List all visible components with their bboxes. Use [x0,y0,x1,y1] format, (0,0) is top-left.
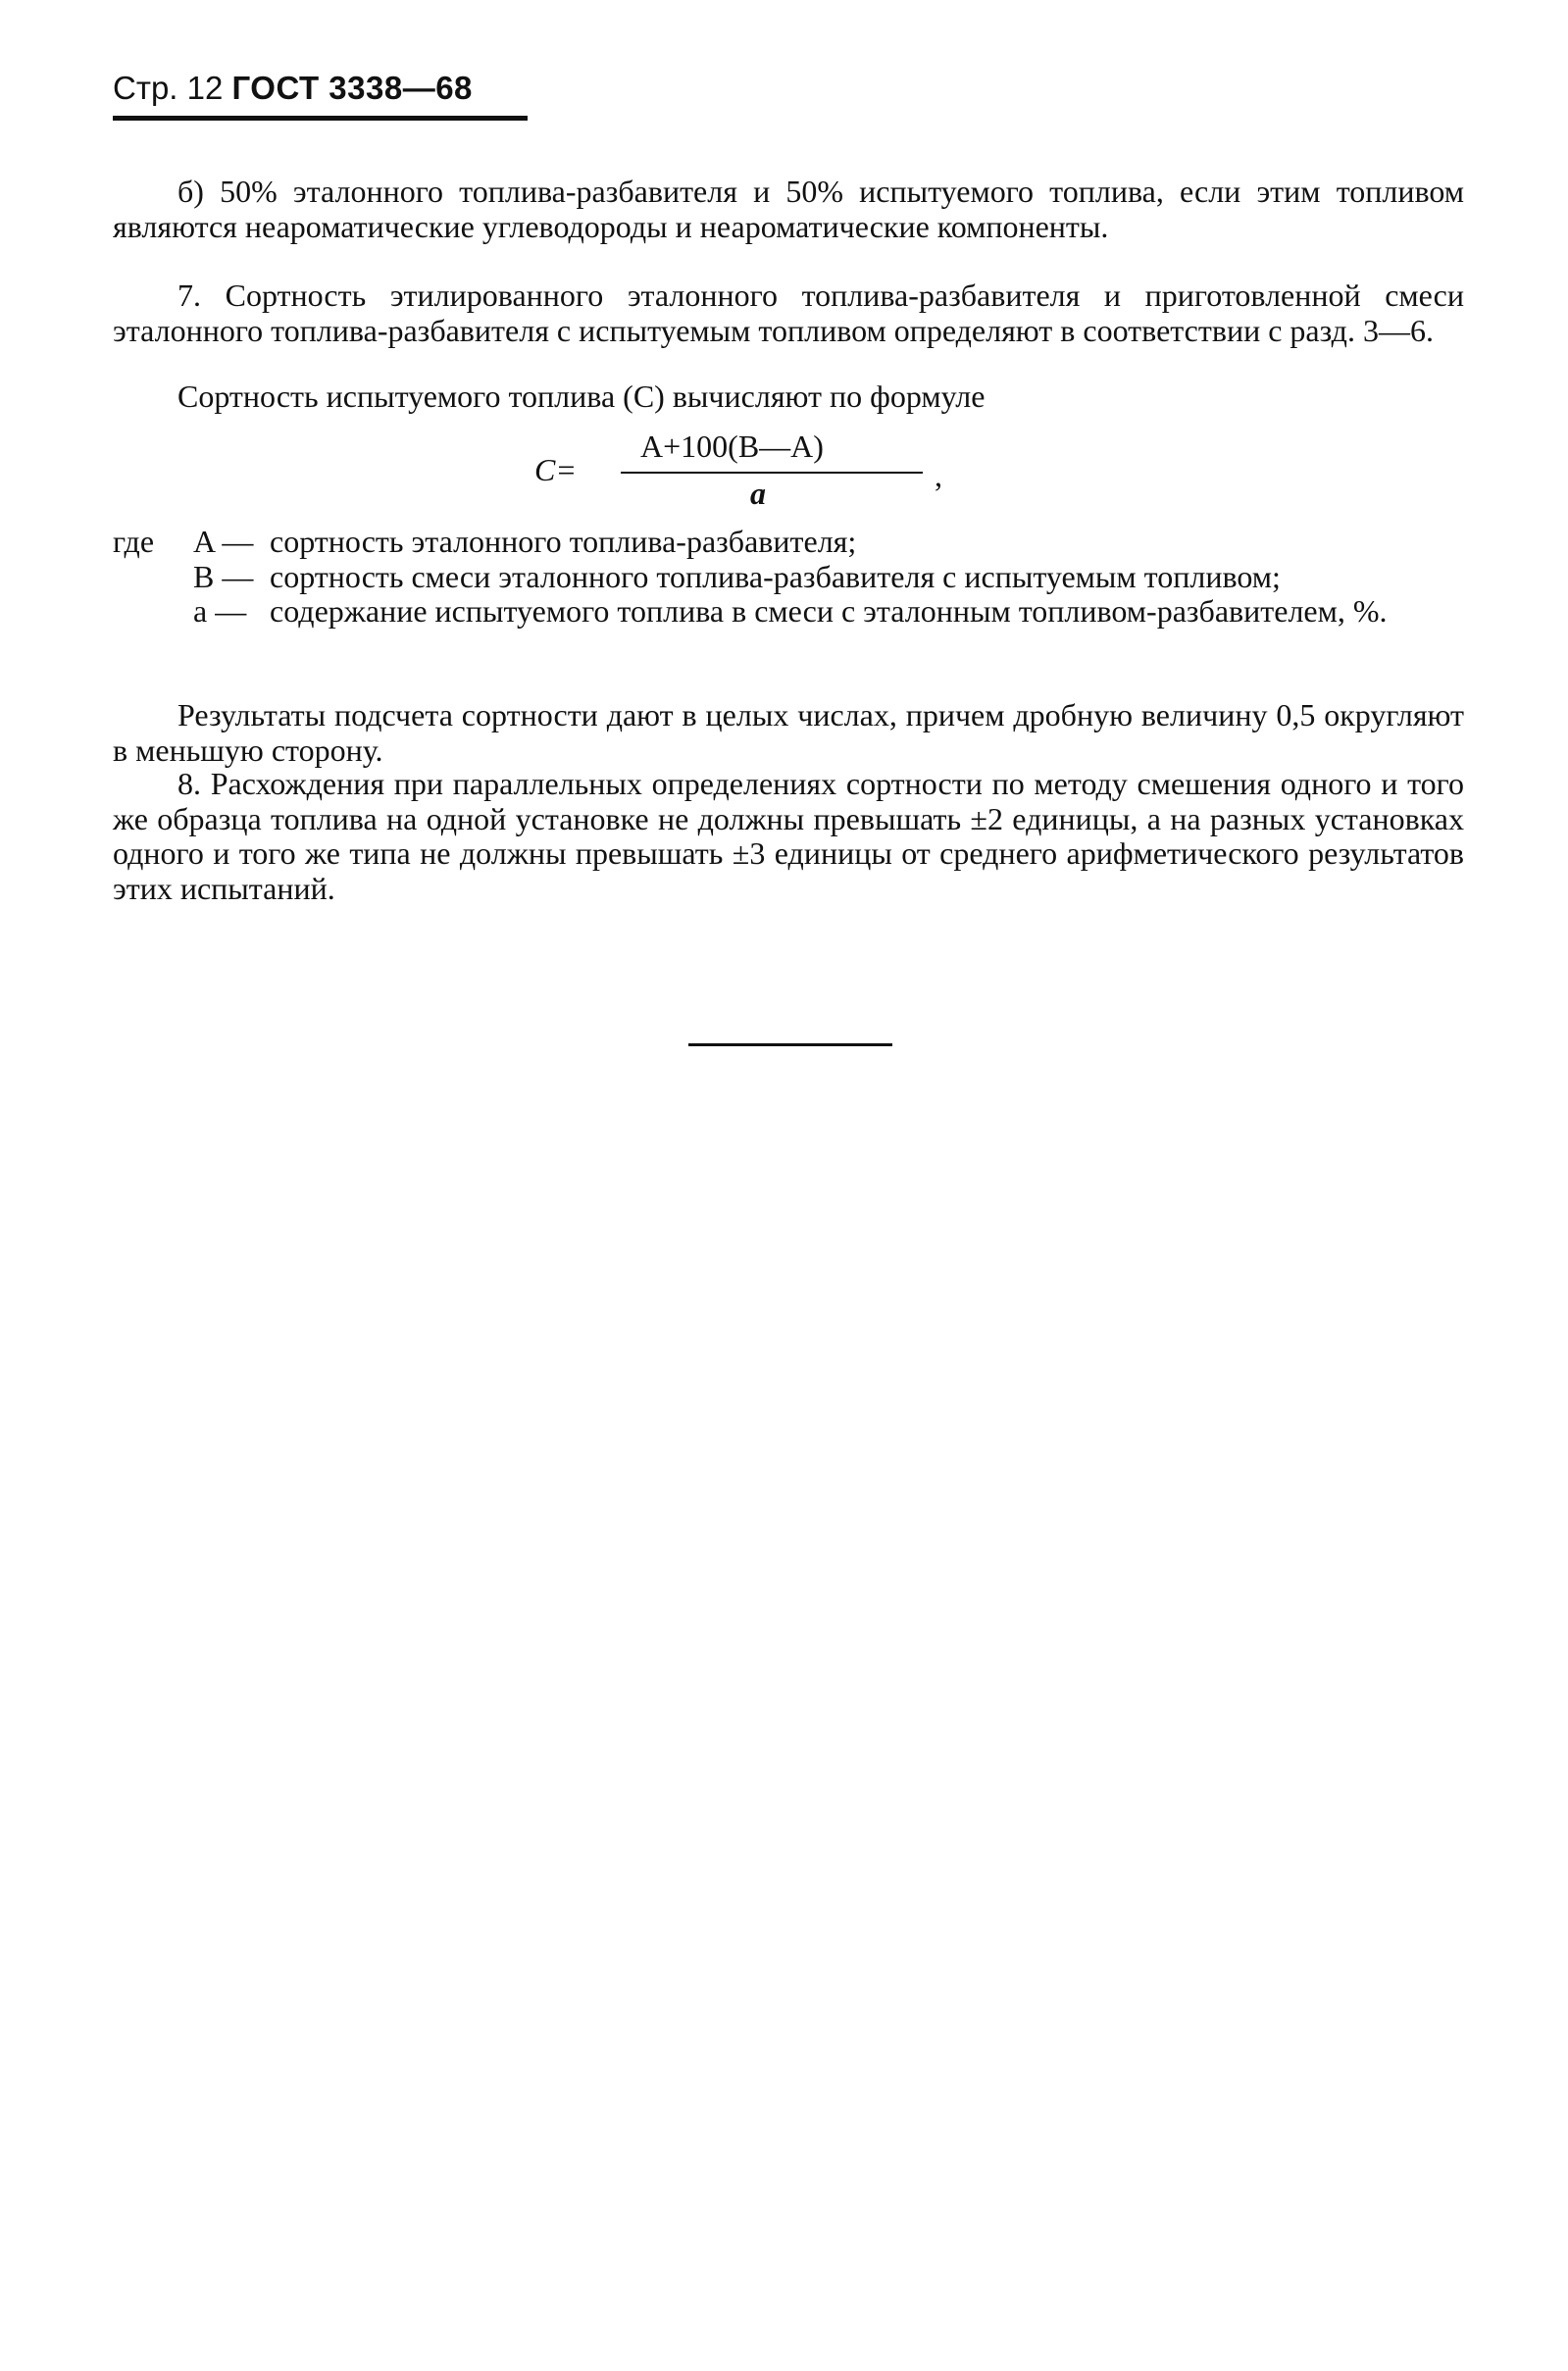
end-rule [688,1043,892,1046]
variable-definitions [113,525,1464,630]
definition-row [113,594,1464,630]
formula-numerator: A+100(B—A) [640,429,824,464]
paragraph-item-7: 7. Сортность этилированного эталонного топлива-разбавителя и приготовленной смеси эталонного топлива-разбавителя с испытуемым топливом определяют в соответствии с разд. 3—6. [113,277,1464,348]
standard-code: ГОСТ 3338—68 [231,70,473,106]
variable-description: содержание испытуемого топлива в смеси с эталонным топливом-разбавителем, %. [270,593,1388,629]
paragraph-results: Результаты подсчета сортности дают в целых числах, причем дробную величину 0,5 округляют в меньшую сторону. [113,697,1464,768]
page-number: Стр. 12 [113,70,224,106]
paragraph-item-8: 8. Расхождения при параллельных определениях сортности по методу смешения одного и того же образца топлива на одной установке не должны превышать ±2 единицы, а на разных установках одного и того же типа не должны превышать ±3 единицы от среднего арифметического результатов этих испытаний. [113,766,1464,906]
variable-description: сортность смеси эталонного топлива-разбавителя с испытуемым топливом; [270,558,1281,594]
header-rule [113,116,528,121]
page-header [113,69,473,108]
formula-comma: , [935,458,942,493]
variable-description: сортность эталонного топлива-разбавителя; [270,524,857,559]
formula-denominator: a [750,476,766,511]
definition-row [113,525,1464,560]
paragraph-item-b: б) 50% эталонного топлива-разбавителя и 50% испытуемого топлива, если этим топливом являются неароматические углеводороды и неароматические компоненты. [113,174,1464,244]
fraction-bar [621,472,923,474]
where-label: где [113,524,155,559]
formula-lhs: C= [534,452,577,487]
formula [534,429,942,517]
variable-symbol: a — [193,593,247,629]
formula-intro: Сортность испытуемого топлива (С) вычисляют по формуле [177,378,986,414]
variable-symbol: B — [193,558,254,594]
variable-symbol: A — [193,524,254,559]
definition-row [113,560,1464,595]
